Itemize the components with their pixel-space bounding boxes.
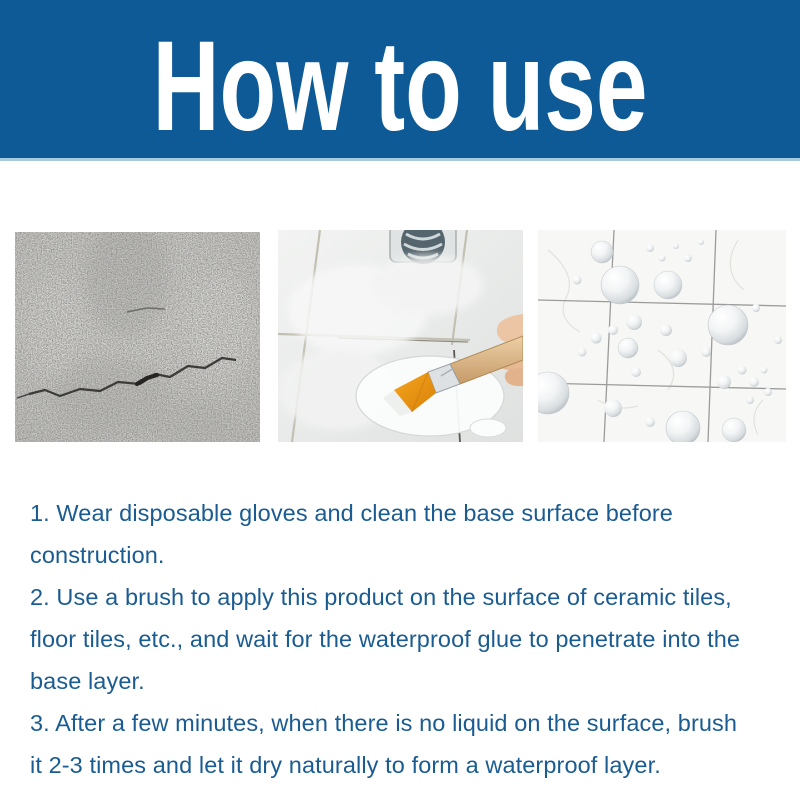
step-2-line-1: 2. Use a brush to apply this product on the surface of ceramic tiles, [30, 584, 732, 610]
cracked-concrete-photo [15, 232, 260, 442]
step-3-line-1: 3. After a few minutes, when there is no liquid on the surface, brush [30, 710, 738, 736]
water-beading-tiles-photo [538, 230, 786, 442]
step-2-line-3: base layer. [30, 668, 145, 694]
title-banner-art [0, 0, 800, 158]
title-banner [0, 0, 800, 161]
water-droplets-art [538, 230, 786, 442]
step-2-line-2: floor tiles, etc., and wait for the waterproof glue to penetrate into the [30, 626, 741, 652]
step-3-line-2: it 2-3 times and let it dry naturally to form a waterproof layer. [30, 752, 661, 778]
brush-applying-glue-photo [278, 230, 523, 442]
instructions-block [30, 492, 775, 786]
cracked-concrete-art [15, 232, 260, 442]
step-1-line-1: 1. Wear disposable gloves and clean the base surface before [30, 500, 673, 526]
brush-application-art [278, 230, 523, 442]
step-1-line-2: construction. [30, 542, 165, 568]
page-title: How to use [152, 15, 648, 158]
